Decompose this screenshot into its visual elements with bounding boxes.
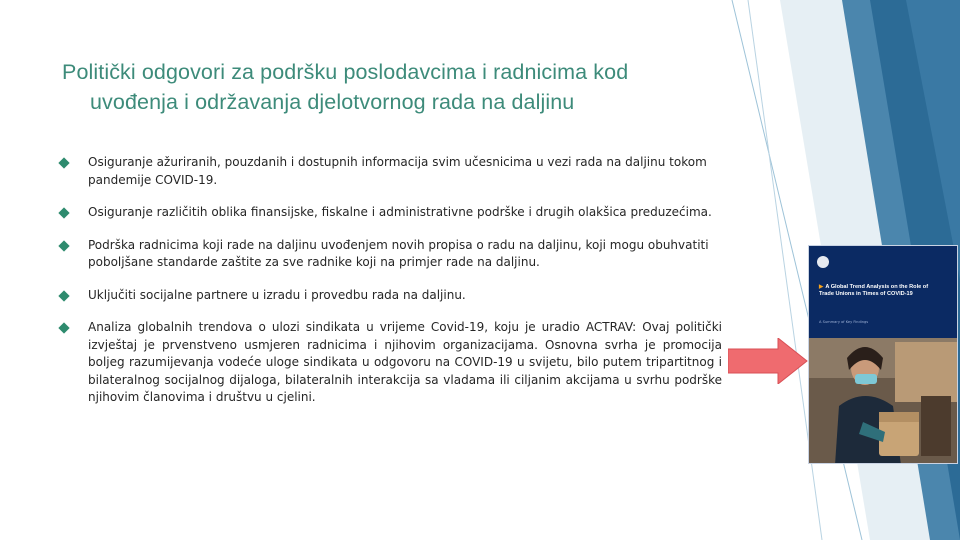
bullet-text: Podrška radnicima koji rade na daljinu uvođenjem novih propisa o radu na daljinu, koji mogu obuhvatiti poboljšane standarde zaštite za sve radnike koji na primjer rade na daljinu. bbox=[88, 237, 709, 269]
bullet-text: Analiza globalnih trendova o ulozi sindikata u vrijeme Covid-19, koju je uradio ACTRAV: Ovaj politički izvještaj je prvenstveno usmjeren radnicima i njihovim organizacijama. Osnovna svrha je promocija boljeg razumijevanja vodeće uloge sindikata u odgovoru na COVID-19 u svijetu, bilo putem tripartitnog i bilateralnog socijalnog dijaloga, bilateralnih interakcija sa vladama ili ciljanim akcijama u svrhu podrške njihovim članovima i društvu u cjelini. bbox=[88, 320, 722, 404]
report-subtitle: A Summary of Key Findings bbox=[819, 320, 869, 324]
bullet-text: Uključiti socijalne partnere u izradu i provedbu rada na daljinu. bbox=[88, 287, 466, 302]
diamond-bullet-icon bbox=[58, 157, 69, 168]
slide-title bbox=[62, 57, 742, 117]
bullet-text: Osiguranje različitih oblika finansijske, fiskalne i administrativne podrške i drugih olakšica preduzećima. bbox=[88, 205, 712, 219]
triangle-icon: ▶ bbox=[819, 284, 824, 290]
diamond-bullet-icon bbox=[58, 290, 69, 301]
report-cover-art bbox=[809, 246, 958, 464]
bullet-list bbox=[58, 154, 722, 422]
diamond-bullet-icon bbox=[58, 207, 69, 218]
bullet-item bbox=[58, 154, 722, 189]
bullet-text: Osiguranje ažuriranih, pouzdanih i dostupnih informacija svim učesnicima u vezi rada na daljinu tokom pandemije COVID-19. bbox=[88, 155, 707, 187]
bullet-item bbox=[58, 287, 722, 305]
report-cover-image bbox=[808, 245, 958, 464]
title-line-1: Politički odgovori za podršku poslodavcima i radnicima kod bbox=[62, 60, 629, 84]
report-title bbox=[819, 284, 929, 297]
bullet-item bbox=[58, 204, 722, 222]
report-title-text: A Global Trend Analysis on the Role of Trade Unions in Times of COVID-19 bbox=[819, 284, 929, 297]
bullet-item bbox=[58, 319, 722, 407]
title-line-2: uvođenja i održavanja djelotvornog rada na daljinu bbox=[90, 90, 575, 114]
right-arrow-icon bbox=[728, 338, 808, 384]
bullet-item bbox=[58, 237, 722, 272]
diamond-bullet-icon bbox=[58, 240, 69, 251]
diamond-bullet-icon bbox=[58, 322, 69, 333]
ilo-logo bbox=[817, 256, 829, 268]
